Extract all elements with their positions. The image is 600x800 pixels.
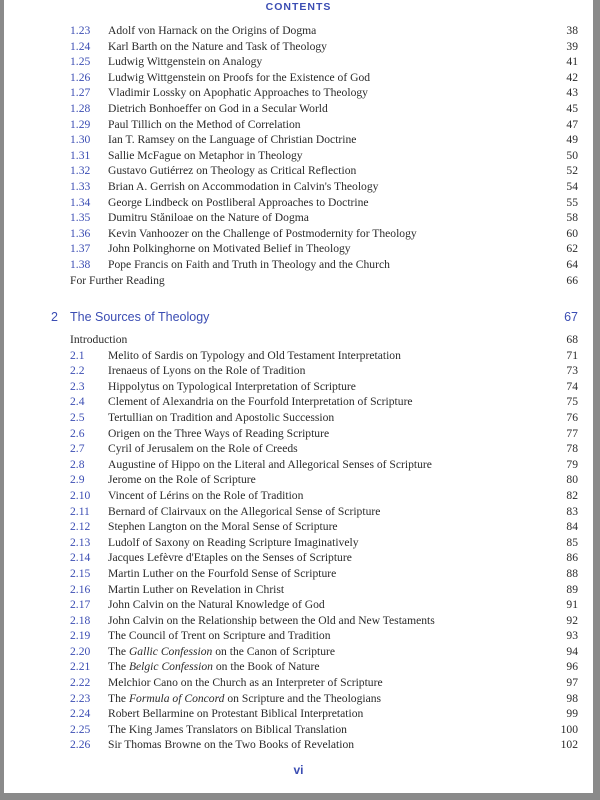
toc-entry[interactable] (4, 675, 593, 691)
entry-page: 92 (566, 613, 578, 627)
entry-number: 1.30 (70, 133, 91, 147)
entry-number: 1.29 (70, 117, 91, 131)
entry-title: Ludolf of Saxony on Reading Scripture Imaginatively (108, 535, 359, 549)
toc-entry[interactable] (4, 706, 593, 722)
entry-title: Sir Thomas Browne on the Two Books of Revelation (108, 738, 355, 752)
entry-title: Ludwig Wittgenstein on Analogy (108, 55, 263, 69)
entry-page: 41 (566, 55, 578, 69)
entry-number: 2.25 (70, 722, 91, 736)
entry-page: 58 (566, 211, 578, 225)
toc-entry[interactable] (4, 628, 593, 644)
entry-page: 85 (566, 535, 578, 549)
entry-number: 2.11 (70, 504, 90, 518)
entry-title: Melchior Cano on the Church as an Interpreter of Scripture (108, 676, 383, 690)
toc-entry[interactable] (4, 348, 593, 364)
entry-title: Clement of Alexandria on the Fourfold Interpretation of Scripture (108, 395, 413, 409)
page-folio: vi (293, 763, 304, 777)
entry-title: Sallie McFague on Metaphor in Theology (108, 148, 303, 162)
entry-number: 2.2 (70, 364, 85, 378)
entry-number: 1.34 (70, 195, 91, 209)
entry-number: 2.10 (70, 488, 91, 502)
toc-entry[interactable] (4, 257, 593, 273)
entry-page: 89 (566, 582, 578, 596)
toc-entry[interactable] (4, 426, 593, 442)
entry-page: 62 (566, 242, 578, 256)
entry-title: Cyril of Jerusalem on the Role of Creeds (108, 442, 298, 456)
entry-title: Stephen Langton on the Moral Sense of Scripture (108, 520, 338, 534)
entry-page: 99 (566, 707, 578, 721)
entry-number: 2.1 (70, 348, 85, 362)
entry-page: 91 (566, 598, 578, 612)
entry-title: Irenaeus of Lyons on the Role of Tradition (108, 364, 306, 378)
entry-page: 93 (566, 629, 578, 643)
toc-entry[interactable] (4, 117, 593, 133)
entry-title-pre: The (108, 660, 129, 674)
document-page (4, 0, 593, 793)
entry-page: 66 (566, 273, 578, 287)
entry-page: 102 (560, 738, 578, 752)
entry-title (108, 691, 381, 707)
entry-page: 75 (566, 395, 578, 409)
entry-page: 45 (566, 101, 578, 115)
toc-entry[interactable] (4, 566, 593, 582)
toc-entry[interactable] (4, 273, 593, 289)
toc-entry[interactable] (4, 737, 593, 753)
entry-number: 1.25 (70, 55, 91, 69)
entry-page: 94 (566, 644, 578, 658)
entry-title: Introduction (70, 333, 128, 346)
toc-entry[interactable] (4, 226, 593, 242)
entry-number: 1.24 (70, 39, 91, 53)
entry-number: 1.33 (70, 179, 91, 193)
entry-title: Paul Tillich on the Method of Correlation (108, 117, 301, 131)
toc-entry[interactable] (4, 441, 593, 457)
entry-number: 1.36 (70, 226, 91, 240)
entry-page: 100 (560, 722, 578, 736)
toc-section-1 (4, 23, 593, 288)
entry-number: 2.18 (70, 613, 91, 627)
entry-title: Vladimir Lossky on Apophatic Approaches to Theology (108, 86, 368, 100)
entry-number: 2.3 (70, 379, 85, 393)
toc-entry[interactable] (4, 332, 593, 348)
entry-page: 83 (566, 504, 578, 518)
entry-number: 2.5 (70, 410, 85, 424)
toc-entry[interactable] (4, 210, 593, 226)
entry-title-post: on the Canon of Scripture (212, 644, 336, 658)
toc-entry[interactable] (4, 597, 593, 613)
entry-title-post: on Scripture and the Theologians (224, 691, 382, 705)
toc-entry[interactable] (4, 550, 593, 566)
entry-title: Tertullian on Tradition and Apostolic Succession (108, 410, 335, 424)
entry-page: 80 (566, 473, 578, 487)
entry-number: 2.13 (70, 535, 91, 549)
toc-entry[interactable] (4, 85, 593, 101)
entry-page: 98 (566, 691, 578, 705)
toc-entry[interactable] (4, 23, 593, 39)
toc-entry[interactable] (4, 659, 593, 675)
entry-number: 2.26 (70, 738, 91, 752)
entry-title: Pope Francis on Faith and Truth in Theology and the Church (108, 257, 390, 271)
entry-title: Hippolytus on Typological Interpretation of Scripture (108, 379, 356, 393)
entry-number: 1.32 (70, 164, 91, 178)
entry-page: 49 (566, 133, 578, 147)
toc-entry[interactable] (4, 241, 593, 257)
toc-entry[interactable] (4, 488, 593, 504)
toc-entry[interactable] (4, 101, 593, 117)
entry-title: George Lindbeck on Postliberal Approaches to Doctrine (108, 195, 369, 209)
entry-number: 1.26 (70, 70, 91, 84)
entry-page: 71 (566, 348, 578, 362)
entry-title (108, 644, 335, 660)
entry-title: Augustine of Hippo on the Literal and Allegorical Senses of Scripture (108, 457, 432, 471)
toc-entry[interactable] (4, 582, 593, 598)
entry-page: 55 (566, 195, 578, 209)
entry-title-pre: The (108, 691, 129, 705)
entry-title-italic: Formula of Concord (128, 691, 225, 705)
entry-page: 52 (566, 164, 578, 178)
entry-number: 2.4 (70, 395, 85, 409)
entry-page: 60 (566, 226, 578, 240)
entry-page: 38 (566, 24, 578, 37)
toc-entry[interactable] (4, 195, 593, 211)
toc-entry[interactable] (4, 70, 593, 86)
entry-title: Origen on the Three Ways of Reading Scripture (108, 426, 330, 440)
entry-page: 73 (566, 364, 578, 378)
toc-entry[interactable] (4, 504, 593, 520)
entry-page: 84 (566, 520, 578, 534)
entry-title: For Further Reading (70, 273, 165, 287)
entry-number: 2.14 (70, 551, 91, 565)
entry-number: 1.23 (70, 24, 91, 37)
entry-page: 82 (566, 488, 578, 502)
entry-number: 1.31 (70, 148, 91, 162)
entry-number: 2.9 (70, 473, 85, 487)
toc-entry[interactable] (4, 535, 593, 551)
entry-number: 1.37 (70, 242, 91, 256)
chapter-page: 67 (564, 310, 578, 324)
toc-entry[interactable] (4, 379, 593, 395)
entry-number: 1.35 (70, 211, 91, 225)
toc-entry[interactable] (4, 722, 593, 738)
toc-entry[interactable] (4, 472, 593, 488)
chapter-title: The Sources of Theology (70, 310, 210, 324)
entry-title: Bernard of Clairvaux on the Allegorical Sense of Scripture (108, 504, 381, 518)
entry-title: Gustavo Gutiérrez on Theology as Critical Reflection (108, 164, 357, 178)
entry-page: 43 (566, 86, 578, 100)
entry-title: The Council of Trent on Scripture and Tradition (108, 629, 331, 643)
entry-title (108, 659, 320, 675)
entry-title: Dietrich Bonhoeffer on God in a Secular World (108, 101, 328, 115)
entry-number: 1.27 (70, 86, 91, 100)
entry-page: 39 (566, 39, 578, 53)
entry-title: Brian A. Gerrish on Accommodation in Calvin's Theology (108, 179, 379, 193)
toc-entry[interactable] (4, 54, 593, 70)
entry-number: 2.16 (70, 582, 91, 596)
entry-title: The King James Translators on Biblical Translation (108, 722, 347, 736)
toc-entry[interactable] (4, 644, 593, 660)
toc-entry[interactable] (4, 613, 593, 629)
entry-title: John Calvin on the Natural Knowledge of God (108, 598, 325, 612)
toc-entry[interactable] (4, 179, 593, 195)
entry-title: John Calvin on the Relationship between the Old and New Testaments (108, 613, 435, 627)
entry-title: Vincent of Lérins on the Role of Tradition (108, 488, 304, 502)
toc-entry[interactable] (4, 519, 593, 535)
toc-entry[interactable] (4, 394, 593, 410)
toc-entry[interactable] (4, 39, 593, 55)
entry-number: 1.38 (70, 257, 91, 271)
entry-number: 2.24 (70, 707, 91, 721)
entry-title-post: on the Book of Nature (212, 660, 320, 674)
entry-title-pre: The (108, 644, 129, 658)
entry-number: 2.22 (70, 676, 91, 690)
entry-page: 97 (566, 676, 578, 690)
entry-page: 47 (566, 117, 578, 131)
entry-page: 74 (566, 379, 578, 393)
entry-page: 78 (566, 442, 578, 456)
entry-number: 2.23 (70, 691, 91, 705)
entry-title: Dumitru Stăniloae on the Nature of Dogma (108, 211, 309, 225)
entry-title: Melito of Sardis on Typology and Old Testament Interpretation (108, 348, 401, 362)
entry-title-italic: Belgic Confession (128, 660, 213, 674)
entry-title: Jerome on the Role of Scripture (108, 473, 256, 487)
entry-page: 88 (566, 566, 578, 580)
chapter-heading[interactable] (4, 308, 593, 326)
toc-entry[interactable] (4, 691, 593, 707)
entry-number: 2.7 (70, 442, 85, 456)
entry-title: Adolf von Harnack on the Origins of Dogma (108, 24, 317, 37)
entry-title: Ludwig Wittgenstein on Proofs for the Existence of God (108, 70, 371, 84)
entry-title-italic: Gallic Confession (128, 644, 213, 658)
entry-title: Jacques Lefèvre d'Etaples on the Senses of Scripture (108, 551, 352, 565)
running-head: CONTENTS (265, 1, 332, 13)
entry-page: 50 (566, 148, 578, 162)
entry-number: 2.6 (70, 426, 85, 440)
entry-title: Martin Luther on Revelation in Christ (108, 582, 285, 596)
entry-number: 2.12 (70, 520, 91, 534)
toc-entry[interactable] (4, 132, 593, 148)
toc-entry[interactable] (4, 457, 593, 473)
chapter-number: 2 (51, 310, 58, 324)
toc-entry[interactable] (4, 148, 593, 164)
entry-page: 76 (566, 410, 578, 424)
entry-number: 1.28 (70, 101, 91, 115)
entry-page: 77 (566, 426, 578, 440)
entry-number: 2.20 (70, 644, 91, 658)
entry-number: 2.17 (70, 598, 91, 612)
entry-number: 2.8 (70, 457, 85, 471)
toc-entry[interactable] (4, 363, 593, 379)
entry-page: 68 (566, 333, 578, 346)
entry-title: Robert Bellarmine on Protestant Biblical Interpretation (108, 707, 364, 721)
entry-title: Karl Barth on the Nature and Task of Theology (108, 39, 327, 53)
entry-page: 64 (566, 257, 578, 271)
entry-title: Martin Luther on the Fourfold Sense of Scripture (108, 566, 337, 580)
entry-page: 79 (566, 457, 578, 471)
entry-title: John Polkinghorne on Motivated Belief in Theology (108, 242, 351, 256)
entry-page: 54 (566, 179, 578, 193)
toc-entry[interactable] (4, 410, 593, 426)
toc-chapter-2 (4, 332, 593, 753)
toc-entry[interactable] (4, 163, 593, 179)
entry-number: 2.15 (70, 566, 91, 580)
entry-page: 96 (566, 660, 578, 674)
entry-title: Kevin Vanhoozer on the Challenge of Postmodernity for Theology (108, 226, 417, 240)
entry-number: 2.21 (70, 660, 91, 674)
entry-number: 2.19 (70, 629, 91, 643)
entry-page: 86 (566, 551, 578, 565)
entry-page: 42 (566, 70, 578, 84)
entry-title: Ian T. Ramsey on the Language of Christian Doctrine (108, 133, 357, 147)
